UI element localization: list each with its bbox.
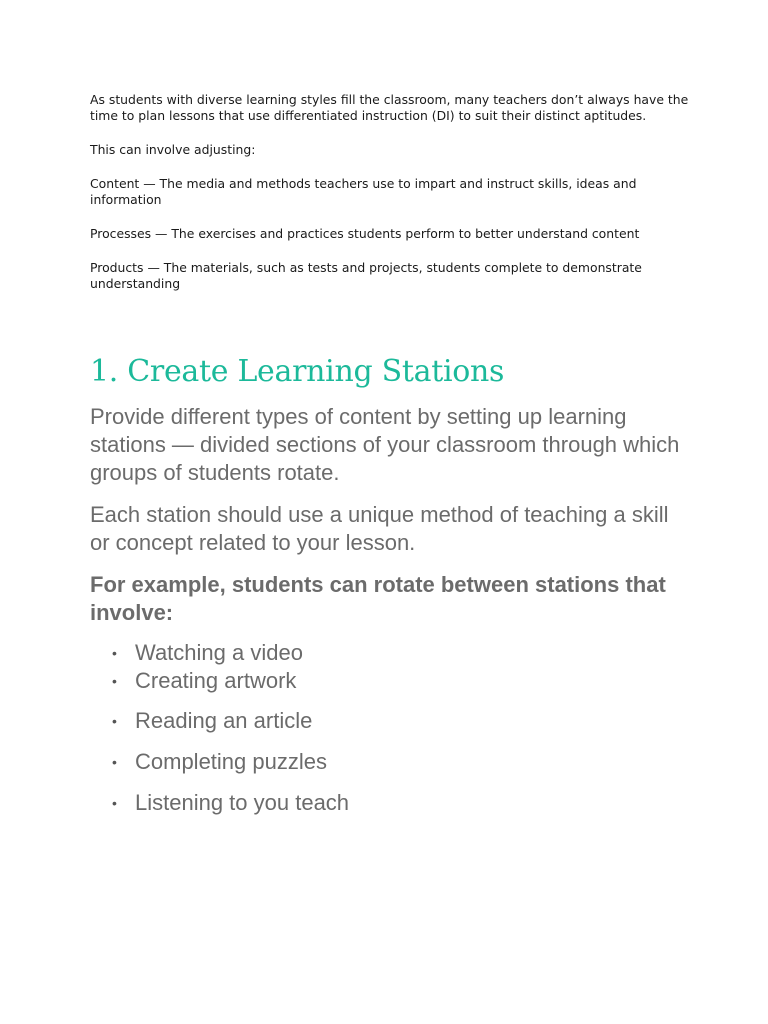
list-item-label: Reading an article [135, 708, 313, 733]
involve-paragraph: This can involve adjusting: [90, 142, 256, 157]
list-item-label: Watching a video [135, 640, 303, 665]
bullet-icon: • [112, 795, 117, 811]
list-item [90, 789, 690, 817]
stations-paragraph: Provide different types of content by setting up learning stations — divided sections of your classroom through which groups of students rotate. [90, 404, 680, 485]
intro-paragraph: As students with diverse learning styles fill the classroom, many teachers don’t always have the time to plan lessons that use differentiated instruction (DI) to suit their distinct aptitudes. [90, 92, 689, 123]
list-item [90, 639, 690, 667]
document-page [90, 92, 690, 817]
bullet-icon: • [112, 754, 117, 770]
list-item-label: Listening to you teach [135, 790, 350, 815]
list-item-label: Completing puzzles [135, 749, 327, 774]
bullet-icon: • [112, 673, 117, 689]
products-definition: Products — The materials, such as tests and projects, students complete to demonstrate understanding [90, 260, 642, 291]
section-heading: 1. Create Learning Stations [90, 354, 505, 389]
bullet-icon: • [112, 713, 117, 729]
processes-definition: Processes — The exercises and practices students perform to better understand content [90, 226, 640, 241]
list-item [90, 707, 690, 735]
bullet-icon: • [112, 645, 117, 661]
method-paragraph: Each station should use a unique method of teaching a skill or concept related to your lesson. [90, 502, 669, 555]
content-definition: Content — The media and methods teachers use to impart and instruct skills, ideas and information [90, 176, 637, 207]
example-lead: For example, students can rotate between stations that involve: [90, 572, 666, 625]
stations-list [90, 639, 690, 817]
list-item-label: Creating artwork [135, 668, 297, 693]
list-item [90, 667, 690, 695]
list-item [90, 748, 690, 776]
